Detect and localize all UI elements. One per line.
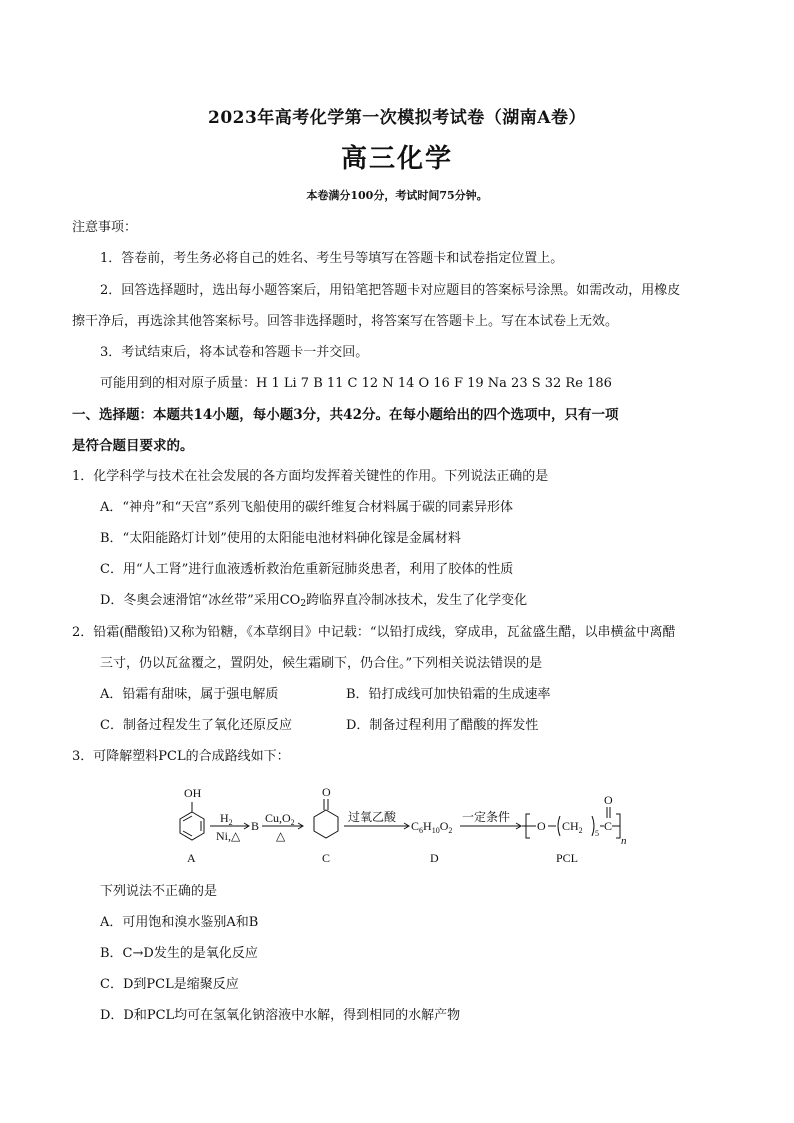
label-d: D — [430, 851, 439, 865]
q2-stem-line2: 三寸，仍以瓦盆覆之，置阴处，候生霜刷下，仍合住。”下列相关说法错误的是 — [100, 656, 543, 671]
notice-item-2: 2．回答选择题时，选出每小题答案后，用铅笔把答题卡对应题目的答案标号涂黑。如需改动，用橡皮 — [100, 283, 681, 298]
q3-option-c: C．D到PCL是缩聚反应 — [100, 977, 239, 992]
q1-option-c: C．用“人工肾”进行血液透析救治危重新冠肺炎患者，利用了胶体的性质 — [100, 562, 514, 577]
subject-title: 高三化学 — [340, 144, 453, 174]
compound-b-label: B — [251, 819, 260, 833]
notice-item-1: 1．答卷前，考生务必将自己的姓名、考生号等填写在答题卡和试卷指定位置上。 — [100, 251, 564, 266]
pcl-carbonyl-o: O — [604, 793, 613, 807]
q1-option-b: B．“太阳能路灯计划”使用的太阳能电池材料砷化镓是金属材料 — [100, 531, 461, 546]
arrow-3-reagent: 过氧乙酸 — [348, 810, 397, 824]
q2-stem-line1: 2．铅霜(醋酸铅)又称为铅糖，《本草纲目》中记载：“以铅打成线，穿成串，瓦盆盛生醋，以串横盆中离醋 — [72, 625, 676, 640]
label-c: C — [322, 851, 331, 865]
q2-option-d: D．制备过程利用了醋酸的挥发性 — [346, 718, 539, 733]
exam-title: 2023年高考化学第一次模拟考试卷（湖南A卷） — [207, 108, 586, 128]
q3-option-d: D．D和PCL均可在氢氧化钠溶液中水解，得到相同的水解产物 — [100, 1008, 461, 1023]
q1-option-a: A．“神舟”和“天宫”系列飞船使用的碳纤维复合材料属于碳的同素异形体 — [100, 500, 513, 515]
notice-item-2-cont: 擦干净后，再选涂其他答案标号。回答非选择题时，将答案写在答题卡上。写在本试卷上无效。 — [72, 314, 619, 329]
q3-option-a: A．可用饱和溴水鉴别A和B — [100, 915, 259, 930]
arrow-2-reagent: $Cu,O_2$ — [265, 811, 295, 827]
q3-prompt: 下列说法不正确的是 — [100, 884, 218, 899]
q3-option-b: B．C→D发生的是氧化反应 — [100, 946, 258, 961]
compound-d-formula: $C_6H_{10}O_2$ — [411, 819, 453, 835]
pcl-n: n — [621, 835, 627, 847]
pcl-repeat-5: 5 — [595, 829, 599, 838]
notice-heading: 注意事项： — [72, 220, 138, 235]
q1-stem: 1．化学科学与技术在社会发展的各方面均发挥着关键性的作用。下列说法正确的是 — [72, 469, 549, 484]
arrow-2-condition: △ — [276, 829, 286, 843]
pcl-ether-o: O — [537, 819, 546, 833]
pcl-synthesis-scheme — [158, 778, 628, 873]
phenol-oh-label: OH — [184, 786, 202, 800]
label-pcl: PCL — [556, 851, 579, 865]
arrow-1-condition: Ni,△ — [216, 829, 241, 843]
notice-item-3: 3．考试结束后，将本试卷和答题卡一并交回。 — [100, 345, 369, 360]
arrow-4-condition: 一定条件 — [462, 810, 511, 824]
phenol-structure — [180, 802, 204, 840]
pcl-ch2: $CH_2$ — [562, 819, 583, 835]
q1-option-d — [100, 593, 527, 609]
q2-option-c: C．制备过程发生了氧化还原反应 — [100, 718, 292, 733]
q2-option-a: A．铅霜有甜味，属于强电解质 — [100, 687, 279, 702]
pcl-carbonyl-c: C — [604, 819, 613, 833]
q2-option-b: B．铅打成线可加快铅霜的生成速率 — [346, 687, 551, 702]
ketone-o-label: O — [322, 785, 331, 799]
atomic-masses: 可能用到的相对原子质量：H 1 Li 7 B 11 C 12 N 14 O 16 F 19 Na 23 S 32 Re 186 — [100, 376, 612, 391]
section-heading-cont: 是符合题目要求的。 — [72, 438, 194, 454]
cyclohexanone-structure — [314, 799, 338, 838]
q1-option-d-pre: D．冬奥会速滑馆“冰丝带”采用CO — [100, 593, 301, 608]
q3-stem: 3．可降解塑料PCL的合成路线如下： — [72, 749, 290, 764]
section-heading: 一、选择题：本题共14小题，每小题3分，共42分。在每小题给出的四个选项中，只有一项 — [72, 407, 619, 423]
exam-info: 本卷满分100分，考试时间75分钟。 — [306, 189, 488, 202]
q1-option-d-post: 跨临界直冷制冰技术，发生了化学变化 — [306, 593, 528, 608]
label-a: A — [187, 851, 196, 865]
q1-option-d-sub: 2 — [300, 599, 307, 609]
arrow-1-reagent: $H_2$ — [220, 811, 233, 827]
